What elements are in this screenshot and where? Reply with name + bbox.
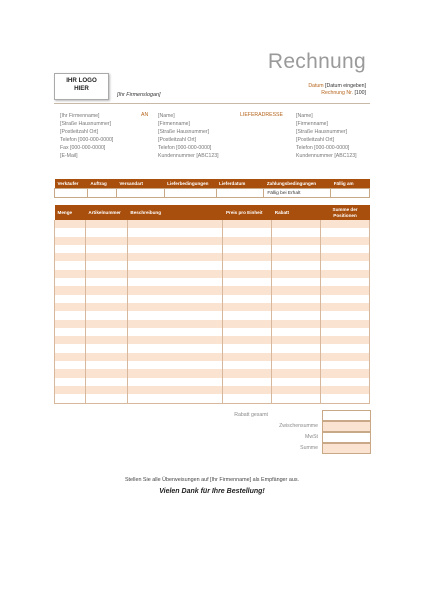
sum-label: Summe [300, 445, 318, 451]
item-cell[interactable] [223, 295, 272, 303]
logo-line-2: HIER [74, 85, 89, 92]
tax-label: MwSt [305, 434, 318, 440]
to-line: [Firmenname] [158, 121, 190, 128]
delivery-line: [Straße Hausnummer] [296, 129, 348, 136]
item-cell[interactable] [85, 394, 127, 403]
item-cell[interactable] [127, 336, 223, 344]
item-cell[interactable] [272, 295, 321, 303]
item-cell[interactable] [85, 286, 127, 294]
order-cell[interactable] [55, 189, 88, 198]
item-cell[interactable] [85, 261, 127, 269]
order-cell[interactable] [164, 189, 216, 198]
item-cell[interactable] [321, 386, 370, 394]
item-cell[interactable] [55, 253, 86, 261]
item-cell[interactable] [272, 386, 321, 394]
item-cell[interactable] [127, 245, 223, 253]
item-cell[interactable] [55, 245, 86, 253]
item-cell[interactable] [127, 378, 223, 386]
item-cell[interactable] [127, 344, 223, 352]
item-cell[interactable] [321, 394, 370, 403]
table-row [55, 245, 370, 253]
item-cell[interactable] [223, 361, 272, 369]
item-cell[interactable] [127, 369, 223, 377]
subtotal-label: Zwischensumme [279, 423, 318, 429]
item-cell[interactable] [55, 361, 86, 369]
sender-line: Fax [000-000-0000] [60, 145, 106, 152]
invoice-title: Rechnung [267, 50, 366, 73]
company-slogan: [Ihr Firmenslogan] [117, 92, 161, 98]
item-cell[interactable] [272, 303, 321, 311]
sum-cell[interactable] [322, 443, 371, 454]
item-cell[interactable] [85, 228, 127, 236]
item-cell[interactable] [127, 353, 223, 361]
item-cell[interactable] [85, 270, 127, 278]
header-cell: Auftrag [87, 179, 116, 189]
item-cell[interactable] [223, 270, 272, 278]
item-cell[interactable] [55, 386, 86, 394]
item-cell[interactable] [127, 270, 223, 278]
order-cell[interactable] [216, 189, 264, 198]
item-cell[interactable] [55, 261, 86, 269]
item-cell[interactable] [272, 394, 321, 403]
table-row [55, 320, 370, 328]
item-cell[interactable] [55, 320, 86, 328]
item-cell[interactable] [223, 228, 272, 236]
item-cell[interactable] [321, 353, 370, 361]
table-row [55, 286, 370, 294]
item-cell[interactable] [55, 220, 86, 228]
order-data-row [55, 189, 370, 198]
table-row [55, 228, 370, 236]
header-cell: Verkäufer [55, 179, 88, 189]
item-cell[interactable] [127, 328, 223, 336]
item-cell[interactable] [321, 237, 370, 245]
table-row [55, 394, 370, 403]
table-row [55, 303, 370, 311]
item-cell[interactable] [85, 311, 127, 319]
item-cell[interactable] [55, 394, 86, 403]
delivery-line: [Firmenname] [296, 121, 328, 128]
discount-total-cell[interactable] [322, 410, 371, 421]
subtotal-cell[interactable] [322, 421, 371, 432]
tax-cell[interactable] [322, 432, 371, 443]
item-cell[interactable] [55, 270, 86, 278]
item-cell[interactable] [272, 353, 321, 361]
item-cell[interactable] [85, 253, 127, 261]
delivery-line: [Postleitzahl Ort] [296, 137, 335, 144]
item-cell[interactable] [127, 228, 223, 236]
item-cell[interactable] [223, 237, 272, 245]
item-cell[interactable] [272, 278, 321, 286]
item-cell[interactable] [272, 361, 321, 369]
item-cell[interactable] [223, 253, 272, 261]
item-cell[interactable] [272, 228, 321, 236]
header-cell: Artikelnummer [85, 205, 127, 220]
items-header-row [55, 205, 370, 220]
item-cell[interactable] [223, 386, 272, 394]
item-cell[interactable] [272, 245, 321, 253]
item-cell[interactable] [321, 220, 370, 228]
item-cell[interactable] [127, 286, 223, 294]
item-cell[interactable] [127, 361, 223, 369]
sender-address [60, 112, 113, 161]
to-label: AN [141, 112, 149, 118]
item-cell[interactable] [127, 311, 223, 319]
item-cell[interactable] [321, 253, 370, 261]
item-cell[interactable] [272, 220, 321, 228]
table-row [55, 220, 370, 228]
line-items-table [54, 205, 370, 404]
item-cell[interactable] [85, 386, 127, 394]
logo-line-1: IHR LOGO [66, 77, 97, 84]
item-cell[interactable] [55, 278, 86, 286]
delivery-label: LIEFERADRESSE [240, 112, 283, 118]
item-cell[interactable] [272, 237, 321, 245]
item-cell[interactable] [85, 336, 127, 344]
item-cell[interactable] [85, 344, 127, 352]
table-row [55, 311, 370, 319]
item-cell[interactable] [321, 295, 370, 303]
item-cell[interactable] [55, 303, 86, 311]
table-row [55, 361, 370, 369]
header-cell: Lieferbedingungen [164, 179, 216, 189]
item-cell[interactable] [272, 311, 321, 319]
to-address [158, 112, 219, 161]
item-cell[interactable] [272, 320, 321, 328]
item-cell[interactable] [321, 278, 370, 286]
item-cell[interactable] [55, 336, 86, 344]
item-cell[interactable] [321, 369, 370, 377]
item-cell[interactable] [55, 237, 86, 245]
header-cell: Rabatt [272, 205, 321, 220]
header-cell: Beschreibung [127, 205, 223, 220]
item-cell[interactable] [272, 344, 321, 352]
order-info-table [54, 179, 370, 198]
header-cell: Versandart [116, 179, 164, 189]
payment-note: Stellen Sie alle Überweisungen auf [Ihr Firmenname] als Empfänger aus. [124, 477, 300, 483]
to-line: Telefon [000-000-0000] [158, 145, 212, 152]
sender-line: [Postleitzahl Ort] [60, 129, 99, 136]
sender-line: Telefon [000-000-0000] [60, 137, 114, 144]
invoice-number-row [321, 90, 366, 96]
item-cell[interactable] [223, 278, 272, 286]
item-cell[interactable] [85, 328, 127, 336]
discount-total-label: Rabatt gesamt [234, 412, 268, 418]
item-cell[interactable] [85, 245, 127, 253]
item-cell[interactable] [272, 253, 321, 261]
delivery-address [296, 112, 357, 161]
table-row [55, 386, 370, 394]
date-value: [Datum eingeben] [325, 83, 366, 89]
item-cell[interactable] [321, 336, 370, 344]
table-row [55, 295, 370, 303]
item-cell[interactable] [272, 261, 321, 269]
date-row [308, 83, 366, 89]
item-cell[interactable] [85, 220, 127, 228]
order-cell[interactable]: Fällig bei Erhalt [264, 189, 331, 198]
item-cell[interactable] [321, 303, 370, 311]
item-cell[interactable] [85, 303, 127, 311]
header-cell: Fällig am [331, 179, 370, 189]
table-row [55, 336, 370, 344]
table-row [55, 261, 370, 269]
item-cell[interactable] [127, 278, 223, 286]
item-cell[interactable] [85, 378, 127, 386]
order-cell[interactable] [116, 189, 164, 198]
item-cell[interactable] [85, 353, 127, 361]
item-cell[interactable] [321, 245, 370, 253]
item-cell[interactable] [85, 361, 127, 369]
item-cell[interactable] [321, 270, 370, 278]
item-cell[interactable] [85, 295, 127, 303]
item-cell[interactable] [55, 286, 86, 294]
delivery-line: Kundennummer [ABC123] [296, 153, 357, 160]
to-line: [Name] [158, 113, 175, 119]
item-cell[interactable] [272, 369, 321, 377]
item-cell[interactable] [223, 369, 272, 377]
item-cell[interactable] [223, 378, 272, 386]
order-cell[interactable] [331, 189, 370, 198]
table-row [55, 237, 370, 245]
thank-you-message: Vielen Dank für Ihre Bestellung! [159, 488, 265, 495]
item-cell[interactable] [55, 295, 86, 303]
delivery-line: [Name] [296, 113, 313, 119]
item-cell[interactable] [55, 353, 86, 361]
item-cell[interactable] [223, 245, 272, 253]
header-divider [54, 103, 370, 104]
item-cell[interactable] [321, 378, 370, 386]
item-cell[interactable] [55, 344, 86, 352]
table-row [55, 353, 370, 361]
item-cell[interactable] [321, 361, 370, 369]
item-cell[interactable] [321, 344, 370, 352]
item-cell[interactable] [272, 328, 321, 336]
item-cell[interactable] [223, 286, 272, 294]
item-cell[interactable] [223, 220, 272, 228]
item-cell[interactable] [223, 394, 272, 403]
header-cell: Lieferdatum [216, 179, 264, 189]
item-cell[interactable] [127, 386, 223, 394]
item-cell[interactable] [321, 286, 370, 294]
item-cell[interactable] [55, 369, 86, 377]
item-cell[interactable] [321, 228, 370, 236]
sender-line: [E-Mail] [60, 153, 78, 160]
item-cell[interactable] [85, 369, 127, 377]
item-cell[interactable] [223, 311, 272, 319]
invoice-number-label: Rechnung Nr. [321, 90, 353, 96]
header-cell: Zahlungsbedingungen [264, 179, 331, 189]
item-cell[interactable] [223, 344, 272, 352]
item-cell[interactable] [272, 286, 321, 294]
item-cell[interactable] [223, 353, 272, 361]
delivery-line: Telefon [000-000-0000] [296, 145, 350, 152]
item-cell[interactable] [55, 228, 86, 236]
item-cell[interactable] [127, 303, 223, 311]
item-cell[interactable] [272, 378, 321, 386]
item-cell[interactable] [127, 253, 223, 261]
logo-placeholder [54, 73, 109, 100]
item-cell[interactable] [127, 320, 223, 328]
item-cell[interactable] [85, 278, 127, 286]
table-row [55, 344, 370, 352]
item-cell[interactable] [321, 320, 370, 328]
item-cell[interactable] [55, 378, 86, 386]
header-cell: Preis pro Einheit [223, 205, 272, 220]
item-cell[interactable] [85, 320, 127, 328]
table-row [55, 369, 370, 377]
item-cell[interactable] [223, 320, 272, 328]
sender-line: [Ihr Firmenname] [60, 113, 100, 119]
item-cell[interactable] [127, 220, 223, 228]
item-cell[interactable] [223, 261, 272, 269]
item-cell[interactable] [127, 237, 223, 245]
item-cell[interactable] [223, 336, 272, 344]
to-line: [Straße Hausnummer] [158, 129, 210, 136]
table-row [55, 378, 370, 386]
item-cell[interactable] [55, 328, 86, 336]
table-row [55, 253, 370, 261]
sender-line: [Straße Hausnummer] [60, 121, 112, 128]
item-cell[interactable] [127, 261, 223, 269]
item-cell[interactable] [321, 311, 370, 319]
invoice-number-value: [100] [354, 90, 366, 96]
item-cell[interactable] [272, 270, 321, 278]
item-cell[interactable] [127, 394, 223, 403]
item-cell[interactable] [321, 261, 370, 269]
table-row [55, 278, 370, 286]
item-cell[interactable] [223, 303, 272, 311]
order-cell[interactable] [87, 189, 116, 198]
order-header-row [55, 179, 370, 189]
to-line: [Postleitzahl Ort] [158, 137, 197, 144]
item-cell[interactable] [223, 328, 272, 336]
table-row [55, 270, 370, 278]
item-cell[interactable] [127, 295, 223, 303]
date-label: Datum [308, 83, 324, 89]
table-row [55, 328, 370, 336]
item-cell[interactable] [272, 336, 321, 344]
to-line: Kundennummer [ABC123] [158, 153, 219, 160]
item-cell[interactable] [55, 311, 86, 319]
header-cell: Menge [55, 205, 86, 220]
item-cell[interactable] [321, 328, 370, 336]
item-cell[interactable] [85, 237, 127, 245]
header-cell: Summe der Positionen [321, 205, 370, 220]
